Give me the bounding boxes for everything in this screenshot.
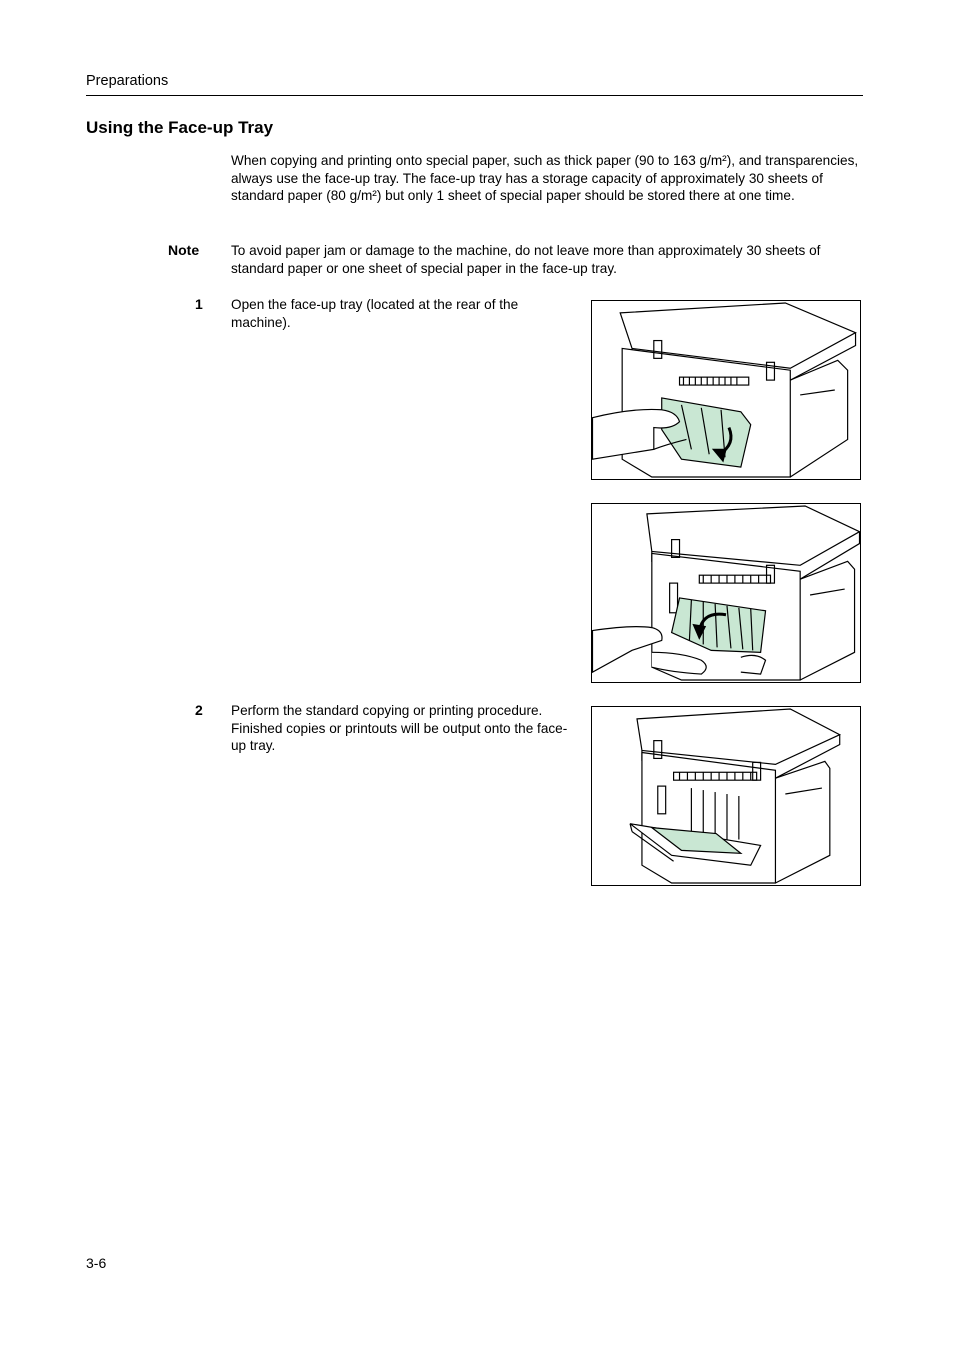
copier-rear-hand-opening-tray-illustration <box>591 300 861 480</box>
header-divider <box>86 95 863 96</box>
page-number: 3-6 <box>86 1255 107 1271</box>
copier-rear-tray-unfolding-illustration <box>591 503 861 683</box>
note-text: To avoid paper jam or damage to the machine, do not leave more than approximately 30 sheets of standard paper or one sheet of special paper in the face-up tray. <box>231 243 821 276</box>
step-1-number: 1 <box>195 296 203 312</box>
running-header: Preparations <box>86 73 169 89</box>
step-2-text: Perform the standard copying or printing procedure. Finished copies or printouts will be output onto the face-up tray. <box>231 703 568 754</box>
intro-paragraph: When copying and printing onto special paper, such as thick paper (90 to 163 g/m²), and transparencies, always use the face-up tray. The face-up tray has a storage capacity of approximately 30 sheets of standard paper (80 g/m²) but only 1 sheet of special paper should be stored there at one time. <box>231 153 859 204</box>
step-2-number: 2 <box>195 702 203 718</box>
note-label: Note <box>168 242 200 258</box>
step-1-text: Open the face-up tray (located at the rear of the machine). <box>231 297 519 330</box>
section-title: Using the Face-up Tray <box>86 118 274 137</box>
copier-rear-paper-output-illustration <box>591 706 861 886</box>
